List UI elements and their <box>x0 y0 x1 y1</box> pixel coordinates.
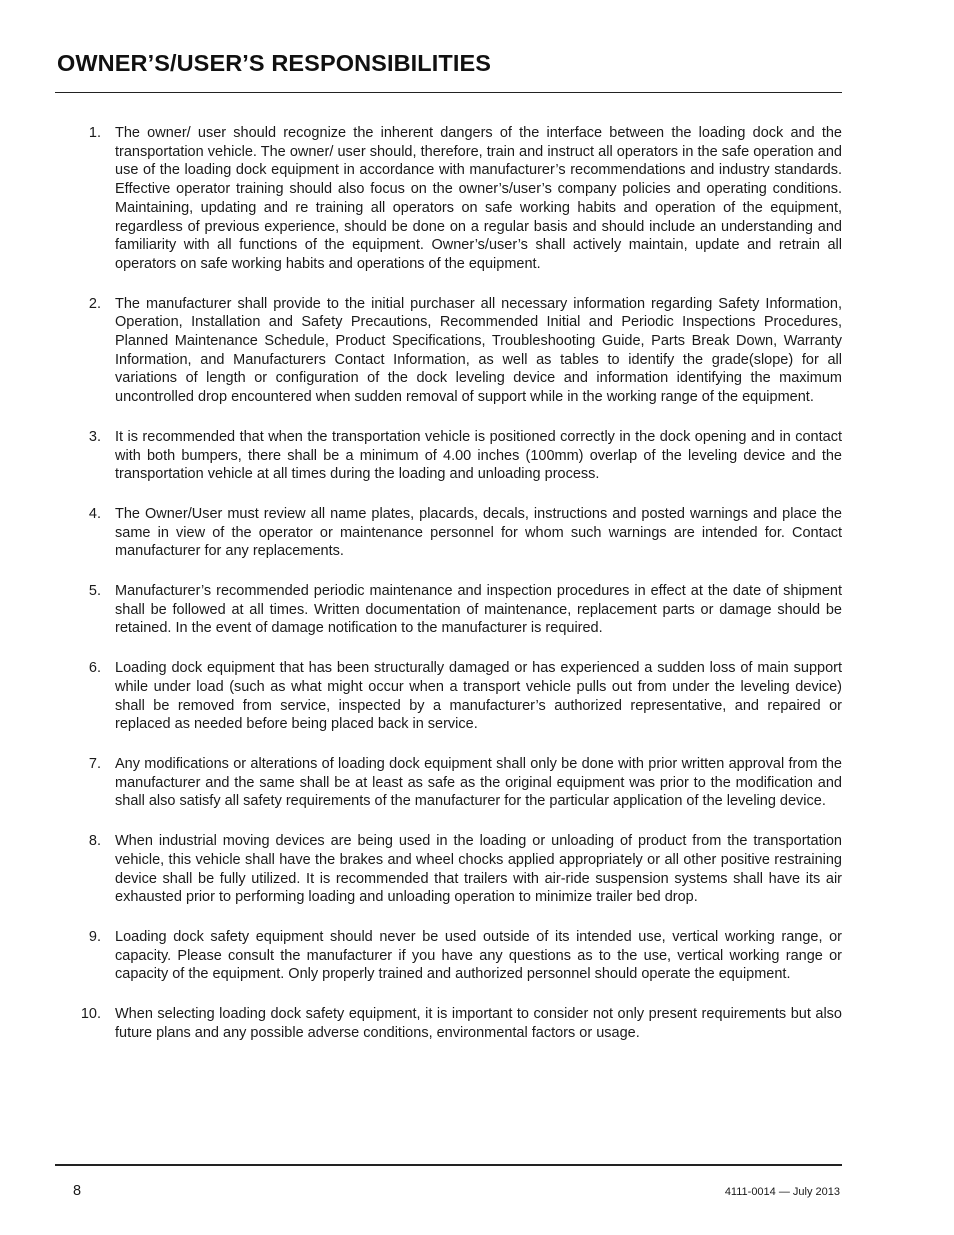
document-reference: 4111-0014 — July 2013 <box>724 1186 840 1198</box>
page-title: OWNER’S/USER’S RESPONSIBILITIES <box>57 50 491 76</box>
footer-divider <box>55 1164 842 1166</box>
list-item <box>0 928 954 984</box>
list-item <box>0 505 954 561</box>
list-item <box>0 582 954 638</box>
item-text: The owner/ user should recognize the inherent dangers of the interface between the loading dock and the transportation vehicle. The owner/ user should, therefore, train and instruct all operators in the safe operation and use of the loading dock equipment in accordance with manufacturer’s recommendations and industry standards. Effective operator training should also focus on the owner’s/user’s company policies and operating conditions. Maintaining, updating and re training all operators on safe working habits and operation of the equipment, regardless of previous experience, should be done on a regular basis and should include an understanding and familiarity with all functions of the equipment. Owner’s/user’s shall actively maintain, update and retrain all operators on safe working habits and operations of the equipment. <box>115 125 842 272</box>
responsibilities-list <box>0 124 954 1063</box>
list-item <box>0 832 954 907</box>
item-text: The Owner/User must review all name plates, placards, decals, instructions and posted warnings and place the same in view of the operator or maintenance personnel for whom such warnings are intended for. Contact manufacturer for any replacements. <box>115 505 842 560</box>
item-text: Loading dock safety equipment should never be used outside of its intended use, vertical working range, or capacity. Please consult the manufacturer if you have any questions as to the use, vertical working range or capacity of the equipment. Only properly trained and authorized personnel should operate the equipment. <box>115 928 842 983</box>
page-number: 8 <box>73 1183 82 1199</box>
item-number: 2. <box>88 295 101 312</box>
item-number: 1. <box>88 125 101 141</box>
item-text: Manufacturer’s recommended periodic maintenance and inspection procedures in effect at the date of shipment shall be followed at all times. Written documentation of maintenance, replacement parts or damage should be retained. In the event of damage notification to the manufacturer is required. <box>115 583 842 637</box>
item-number: 3. <box>88 428 101 445</box>
item-text: When industrial moving devices are being used in the loading or unloading of product from the transportation vehicle, this vehicle shall have the brakes and wheel chocks applied appropriately or all other positive restraining device shall be fully utilized. It is recommended that trailers with air-ride suspension systems shall have its air exhausted prior to performing loading and unloading operation to minimize trailer bed drop. <box>115 833 842 906</box>
item-text: When selecting loading dock safety equipment, it is important to consider not only present requirements but also future plans and any possible adverse conditions, environmental factors or usage. <box>115 1006 842 1041</box>
item-text: The manufacturer shall provide to the initial purchaser all necessary information regarding Safety Information, Operation, Installation and Safety Precautions, Recommended Initial and Periodic Inspections Procedures, Planned Maintenance Schedule, Product Specifications, Troubleshooting Guide, Parts Break Down, Warranty Information, and Manufacturers Contact Information, as well as tables to identify the grade(slope) for all variations of length or configuration of the dock leveling device and information identifying the maximum uncontrolled drop encountered when sudden removal of support while in the working range of the equipment. <box>115 295 842 406</box>
list-item <box>0 755 954 811</box>
item-text: It is recommended that when the transportation vehicle is positioned correctly in the dock opening and in contact with both bumpers, there shall be a minimum of 4.00 inches (100mm) overlap of the leveling device and the transportation vehicle at all times during the loading and unloading process. <box>115 428 842 483</box>
title-divider <box>55 92 842 93</box>
list-item <box>0 428 954 484</box>
item-number: 8. <box>88 833 101 850</box>
list-item <box>0 124 954 274</box>
list-item <box>0 1005 954 1042</box>
item-number: 4. <box>88 505 101 522</box>
item-number: 5. <box>88 583 101 600</box>
item-number: 6. <box>88 660 101 677</box>
item-number: 7. <box>88 755 101 772</box>
list-item <box>0 295 954 407</box>
item-text: Any modifications or alterations of loading dock equipment shall only be done with prior written approval from the manufacturer and the same shall be at least as safe as the original equipment was prior to the modification and shall also satisfy all safety requirements of the manufacturer for the particular application of the leveling device. <box>115 755 842 810</box>
item-text: Loading dock equipment that has been structurally damaged or has experienced a sudden loss of main support while under load (such as what might occur when a transport vehicle pulls out from under the leveling device) shall be removed from service, inspected by a manufacturer’s authorized representative, and repaired or replaced as needed before being placed back in service. <box>115 660 842 733</box>
item-number: 9. <box>88 928 101 945</box>
item-number: 10. <box>80 1006 101 1023</box>
list-item <box>0 659 954 734</box>
